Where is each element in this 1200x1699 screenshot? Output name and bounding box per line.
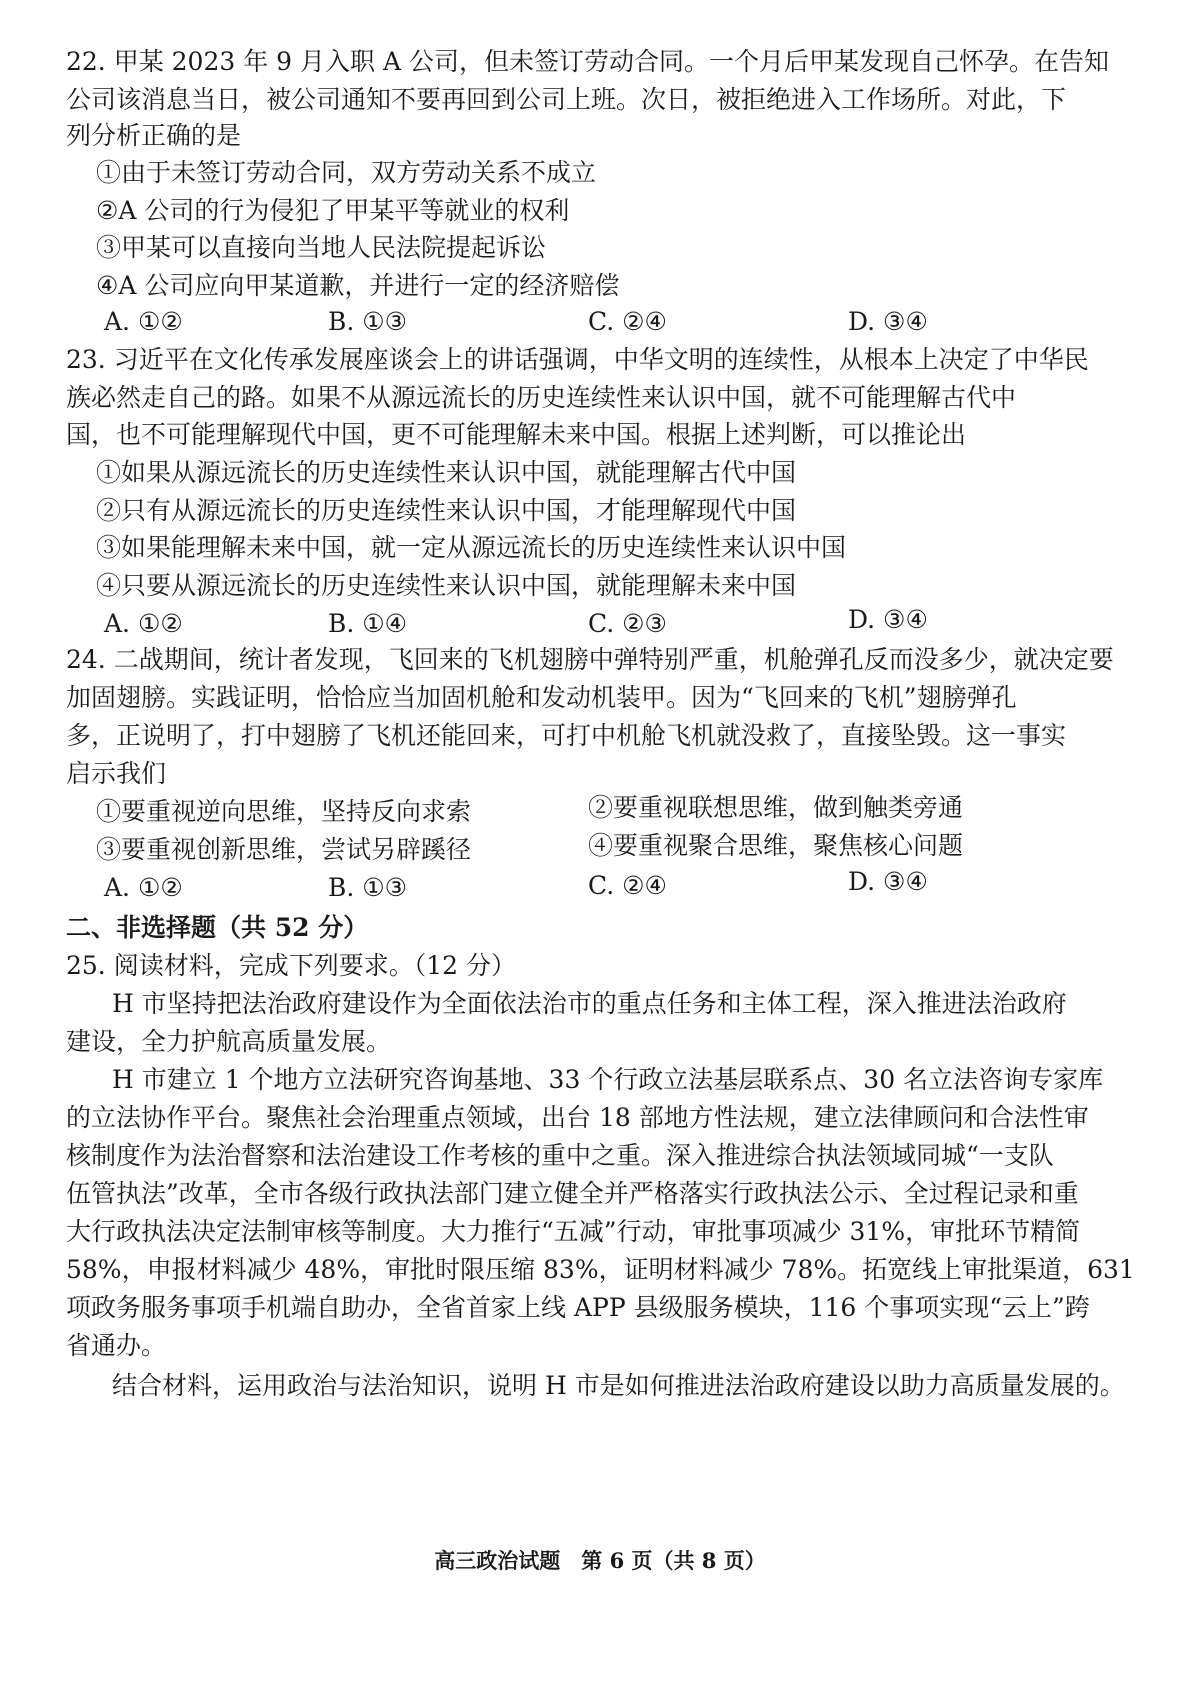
q22-option-b: B. ①③	[328, 307, 408, 336]
q25-title: 25. 阅读材料，完成下列要求。（12 分）	[66, 951, 516, 980]
q24-option-c: C. ②④	[588, 871, 667, 900]
q22-option-c: C. ②④	[588, 307, 667, 336]
q23-stem-line: 国，也不可能理解现代中国，更不可能理解未来中国。根据上述判断，可以推论出	[66, 420, 967, 449]
q22-stem-line: 22. 甲某 2023 年 9 月入职 A 公司，但未签订劳动合同。一个月后甲某发现自己怀孕。在告知	[66, 47, 1109, 76]
q22-item: ③甲某可以直接向当地人民法院提起诉讼	[96, 233, 547, 262]
q25-material-line: 的立法协作平台。聚焦社会治理重点领域，出台 18 部地方性法规，建立法律顾问和合法性审	[66, 1103, 1089, 1132]
q25-material-line: 伍管执法”改革，全市各级行政执法部门建立健全并严格落实行政执法公示、全过程记录和重	[66, 1179, 1079, 1208]
q24-option-a: A. ①②	[104, 873, 183, 902]
q24-stem-line: 24. 二战期间，统计者发现，飞回来的飞机翅膀中弹特别严重，机舱弹孔反而没多少，就决定要	[66, 645, 1114, 674]
q23-option-c: C. ②③	[588, 609, 667, 638]
q23-option-a: A. ①②	[104, 609, 183, 638]
q24-option-b: B. ①③	[328, 873, 408, 902]
q22-stem-line: 公司该消息当日，被公司通知不要再回到公司上班。次日，被拒绝进入工作场所。对此，下	[66, 85, 1067, 114]
q24-item: ①要重视逆向思维，坚持反向求索	[96, 797, 472, 826]
q24-option-d: D. ③④	[848, 867, 928, 896]
q25-material-line: 58%，申报材料减少 48%，审批时限压缩 83%，证明材料减少 78%。拓宽线上审批渠道，631	[66, 1255, 1135, 1284]
q25-material-line: H 市建立 1 个地方立法研究咨询基地、33 个行政立法基层联系点、30 名立法咨询专家库	[112, 1065, 1104, 1094]
q25-material-line: 核制度作为法治督察和法治建设工作考核的重中之重。深入推进综合执法领域同城“一支队	[66, 1141, 1054, 1170]
q24-stem-line: 启示我们	[66, 759, 167, 788]
q24-stem-line: 多，正说明了，打中翅膀了飞机还能回来，可打中机舱飞机就没救了，直接坠毁。这一事实	[66, 721, 1067, 750]
q25-task: 结合材料，运用政治与法治知识，说明 H 市是如何推进法治政府建设以助力高质量发展的。	[112, 1371, 1125, 1400]
q24-item: ②要重视联想思维，做到触类旁通	[588, 793, 964, 822]
q23-item: ③如果能理解未来中国，就一定从源远流长的历史连续性来认识中国	[96, 533, 847, 562]
q24-stem-line: 加固翅膀。实践证明，恰恰应当加固机舱和发动机装甲。因为“飞回来的飞机”翅膀弹孔	[66, 683, 1017, 712]
q25-material-line: H 市坚持把法治政府建设作为全面依法治市的重点任务和主体工程，深入推进法治政府	[112, 989, 1067, 1018]
q25-material-line: 省通办。	[66, 1331, 167, 1360]
q25-material-line: 建设，全力护航高质量发展。	[66, 1027, 392, 1056]
q22-option-a: A. ①②	[104, 307, 183, 336]
q22-stem-line: 列分析正确的是	[66, 121, 242, 150]
q22-option-d: D. ③④	[848, 307, 928, 336]
q24-item: ④要重视聚合思维，聚焦核心问题	[588, 831, 964, 860]
q25-material-line: 大行政执法决定法制审核等制度。大力推行“五减”行动，审批事项减少 31%，审批环节精简	[66, 1217, 1081, 1246]
q23-item: ②只有从源远流长的历史连续性来认识中国，才能理解现代中国	[96, 496, 797, 525]
q24-item: ③要重视创新思维，尝试另辟蹊径	[96, 835, 472, 864]
section-heading: 二、非选择题（共 52 分）	[66, 913, 369, 942]
page-footer: 高三政治试题 第 6 页（共 8 页）	[434, 1548, 766, 1573]
q23-stem-line: 族必然走自己的路。如果不从源远流长的历史连续性来认识中国，就不可能理解古代中	[66, 383, 1017, 412]
q22-item: ②A 公司的行为侵犯了甲某平等就业的权利	[96, 196, 570, 225]
q23-stem-line: 23. 习近平在文化传承发展座谈会上的讲话强调，中华文明的连续性，从根本上决定了中华民	[66, 345, 1089, 374]
q23-option-d: D. ③④	[848, 605, 928, 634]
q23-item: ①如果从源远流长的历史连续性来认识中国，就能理解古代中国	[96, 458, 797, 487]
q25-material-line: 项政务服务事项手机端自助办，全省首家上线 APP 县级服务模块，116 个事项实现“云上”跨	[66, 1293, 1090, 1322]
q22-item: ①由于未签订劳动合同，双方劳动关系不成立	[96, 158, 597, 187]
q23-item: ④只要从源远流长的历史连续性来认识中国，就能理解未来中国	[96, 571, 797, 600]
q23-option-b: B. ①④	[328, 609, 408, 638]
q22-item: ④A 公司应向甲某道歉，并进行一定的经济赔偿	[96, 271, 620, 300]
